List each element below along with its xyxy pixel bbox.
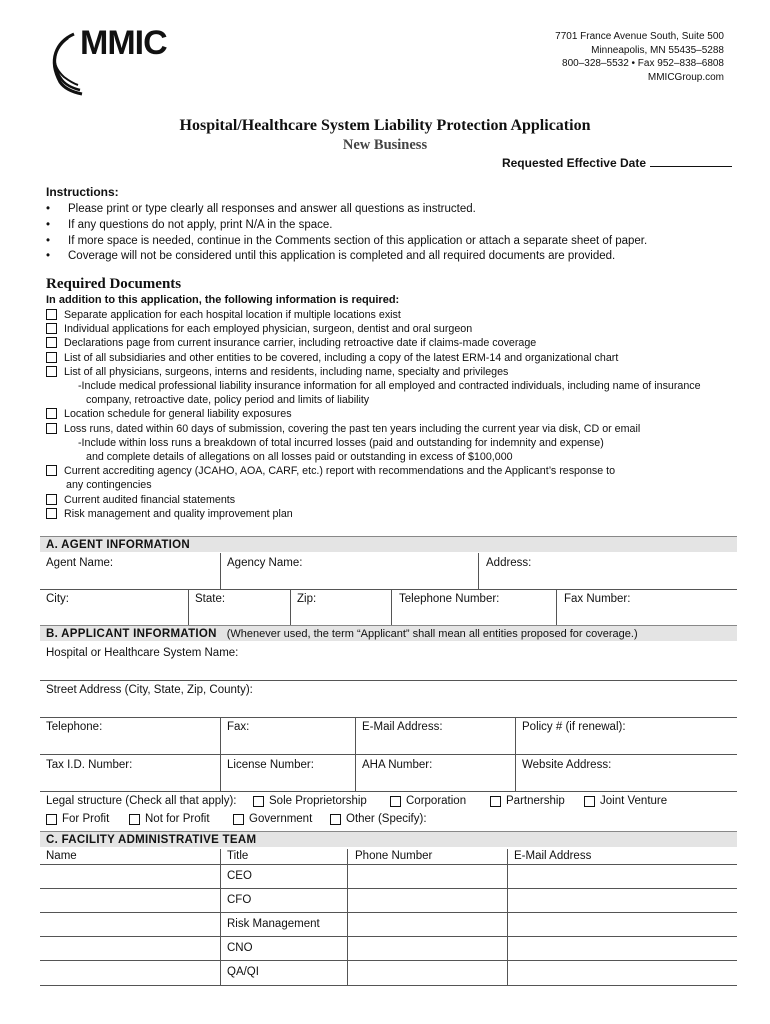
option-label: Not for Profit <box>145 813 210 825</box>
list-item-detail: any contingencies <box>66 479 152 492</box>
instruction-text: If more space is needed, continue in the Comments section of this application or attach a separate sheet of paper. <box>68 234 648 247</box>
document-text: List of all subsidiaries and other entities to be covered, including a copy of the latest ERM-14 and organizational chart <box>64 351 619 364</box>
title-cell-risk-management: Risk Management <box>227 918 320 930</box>
list-item <box>46 464 701 478</box>
policy-number-field[interactable]: Policy # (if renewal): <box>522 721 626 733</box>
divider <box>40 791 737 792</box>
checkbox[interactable] <box>584 796 595 807</box>
list-item <box>46 308 701 322</box>
divider <box>220 849 221 985</box>
option-label: Joint Venture <box>600 795 668 807</box>
aha-number-field[interactable]: AHA Number: <box>362 759 433 771</box>
other-specify-option[interactable] <box>330 813 427 825</box>
option-label: For Profit <box>62 813 110 825</box>
document-text: Individual applications for each employed physician, surgeon, dentist and oral surgeon <box>64 323 473 336</box>
checkbox[interactable] <box>330 814 341 825</box>
column-header-email: E-Mail Address <box>514 850 592 862</box>
address-line: 7701 France Avenue South, Suite 500 <box>555 31 724 42</box>
document-text: Location schedule for general liability exposures <box>64 408 292 421</box>
list-item <box>46 422 701 436</box>
instructions-list <box>46 202 647 265</box>
list-item: • Coverage will not be considered until this application is completed and all required documents are provided. <box>46 249 647 265</box>
government-option[interactable] <box>233 813 312 825</box>
column-header-phone: Phone Number <box>355 850 433 862</box>
agent-fax-field[interactable]: Fax Number: <box>564 593 631 605</box>
divider <box>290 589 291 625</box>
divider <box>40 936 737 937</box>
list-item <box>46 493 701 507</box>
street-address-field[interactable]: Street Address (City, State, Zip, County): <box>46 684 253 696</box>
corporation-option[interactable] <box>390 795 466 807</box>
section-b-header <box>40 625 737 641</box>
effective-date-field <box>502 156 732 170</box>
divider <box>40 680 737 681</box>
checkbox[interactable] <box>233 814 244 825</box>
column-header-name: Name <box>46 850 77 862</box>
divider <box>40 864 737 865</box>
section-b-note: (Whenever used, the term “Applicant” shall mean all entities proposed for coverage.) <box>226 628 638 640</box>
for-profit-option[interactable] <box>46 813 109 825</box>
checkbox[interactable] <box>129 814 140 825</box>
list-item <box>46 336 701 350</box>
agent-address-field[interactable]: Address: <box>486 557 532 569</box>
section-a-title: A. AGENT INFORMATION <box>46 539 190 551</box>
list-item-detail: -Include within loss runs a breakdown of total incurred losses (paid and outstanding for indemnity and expense) <box>78 436 604 449</box>
form-subtitle: New Business <box>342 137 428 153</box>
divider <box>556 589 557 625</box>
document-checkbox[interactable] <box>46 309 57 320</box>
document-checkbox[interactable] <box>46 352 57 363</box>
agent-state-field[interactable]: State: <box>195 593 226 605</box>
effective-date-label: Requested Effective Date <box>501 156 646 170</box>
document-text: Current accrediting agency (JCAHO, AOA, CARF, etc.) report with recommendations and the Applicant’s response to <box>64 465 616 478</box>
agent-telephone-field[interactable]: Telephone Number: <box>399 593 500 605</box>
divider <box>40 960 737 961</box>
instruction-text: If any questions do not apply, print N/A in the space. <box>68 218 333 231</box>
divider <box>478 553 479 589</box>
applicant-telephone-field[interactable]: Telephone: <box>46 721 103 733</box>
address-line: MMICGroup.com <box>647 71 724 83</box>
sole-proprietorship-option[interactable] <box>253 795 367 807</box>
instruction-text: Please print or type clearly all responses and answer all questions as instructed. <box>68 203 476 215</box>
list-item <box>46 351 701 365</box>
list-item <box>46 507 701 521</box>
list-item-detail: company, retroactive date, policy period and limits of liability <box>86 394 370 407</box>
agent-name-field[interactable]: Agent Name: <box>46 557 114 569</box>
required-documents-list <box>46 308 701 521</box>
list-item-detail: -Include medical professional liability insurance information for all employed and contracted individuals, including name of insurance <box>78 380 701 393</box>
divider <box>40 589 737 590</box>
divider <box>40 754 737 755</box>
form-title: Hospital/Healthcare System Liability Protection Application <box>179 117 591 134</box>
column-header-title: Title <box>227 850 249 862</box>
document-text: List of all physicians, surgeons, interns and residents, including name, specialty and privileges <box>64 365 509 378</box>
divider <box>220 553 221 589</box>
divider <box>40 888 737 889</box>
document-checkbox[interactable] <box>46 465 57 476</box>
instructions-heading: Instructions: <box>46 185 119 199</box>
agency-name-field[interactable]: Agency Name: <box>227 557 303 569</box>
list-item <box>46 322 701 336</box>
document-text: Risk management and quality improvement plan <box>64 507 293 520</box>
document-checkbox[interactable] <box>46 366 57 377</box>
checkbox[interactable] <box>390 796 401 807</box>
license-number-field[interactable]: License Number: <box>227 759 314 771</box>
list-item: • If more space is needed, continue in the Comments section of this application or attach a separate sheet of paper. <box>46 234 647 250</box>
divider <box>347 849 348 985</box>
document-text: Separate application for each hospital location if multiple locations exist <box>64 309 401 321</box>
list-item <box>46 365 701 379</box>
list-item: • If any questions do not apply, print N/A in the space. <box>46 218 647 234</box>
partnership-option[interactable] <box>490 795 565 807</box>
document-checkbox[interactable] <box>46 423 57 434</box>
checkbox[interactable] <box>490 796 501 807</box>
required-documents-subheading: In addition to this application, the following information is required: <box>46 294 400 306</box>
document-checkbox[interactable] <box>46 323 57 334</box>
title-cell-qa-qi: QA/QI <box>227 966 259 978</box>
divider <box>40 985 737 986</box>
section-c-header <box>40 831 737 847</box>
website-address-field[interactable]: Website Address: <box>522 759 612 771</box>
option-label: Partnership <box>506 795 565 807</box>
address-line: 800–328–5532 • Fax 952–838–6808 <box>562 58 724 69</box>
divider <box>188 589 189 625</box>
address-line: Minneapolis, MN 55435–5288 <box>591 44 724 56</box>
checkbox[interactable] <box>253 796 264 807</box>
applicant-email-field[interactable]: E-Mail Address: <box>362 721 443 733</box>
not-for-profit-option[interactable] <box>129 813 210 825</box>
title-cell-cfo: CFO <box>227 894 252 906</box>
section-c-title: C. FACILITY ADMINISTRATIVE TEAM <box>46 834 257 846</box>
option-label: Corporation <box>406 795 467 807</box>
section-b-title: B. APPLICANT INFORMATION <box>46 628 217 640</box>
effective-date-input[interactable] <box>650 156 732 167</box>
list-item <box>46 407 701 421</box>
option-label: Other (Specify): <box>346 813 427 825</box>
document-text: Declarations page from current insurance carrier, including retroactive date if claims-made coverage <box>64 337 537 350</box>
agent-city-field[interactable]: City: <box>46 593 69 605</box>
document-checkbox[interactable] <box>46 337 57 348</box>
applicant-fax-field[interactable]: Fax: <box>227 721 250 733</box>
agent-zip-field[interactable]: Zip: <box>297 593 317 605</box>
divider <box>40 717 737 718</box>
divider <box>40 912 737 913</box>
mmic-logo: MMIC <box>80 24 167 62</box>
mmic-logo-swoosh <box>44 30 84 98</box>
document-checkbox[interactable] <box>46 494 57 505</box>
list-item-detail: and complete details of allegations on all losses paid or outstanding in excess of $100,000 <box>86 451 513 464</box>
legal-structure-label: Legal structure (Check all that apply): <box>46 795 237 807</box>
document-checkbox[interactable] <box>46 408 57 419</box>
list-item: • Please print or type clearly all responses and answer all questions as instructed. <box>46 202 647 218</box>
document-checkbox[interactable] <box>46 508 57 519</box>
checkbox[interactable] <box>46 814 57 825</box>
option-label: Sole Proprietorship <box>269 795 367 807</box>
document-text: Current audited financial statements <box>64 493 236 506</box>
tax-id-field[interactable]: Tax I.D. Number: <box>46 759 133 771</box>
required-documents-heading: Required Documents <box>46 276 182 292</box>
title-cell-ceo: CEO <box>227 870 252 882</box>
document-text: Loss runs, dated within 60 days of submission, covering the past ten years including the current year via disk, CD or email <box>64 422 641 435</box>
divider <box>391 589 392 625</box>
section-a-header <box>40 536 737 552</box>
hospital-name-field[interactable]: Hospital or Healthcare System Name: <box>46 647 239 659</box>
title-cell-cno: CNO <box>227 942 253 954</box>
company-address <box>555 30 724 84</box>
joint-venture-option[interactable] <box>584 795 667 807</box>
option-label: Government <box>249 813 313 825</box>
divider <box>507 849 508 985</box>
instruction-text: Coverage will not be considered until this application is completed and all required documents are provided. <box>68 250 616 263</box>
